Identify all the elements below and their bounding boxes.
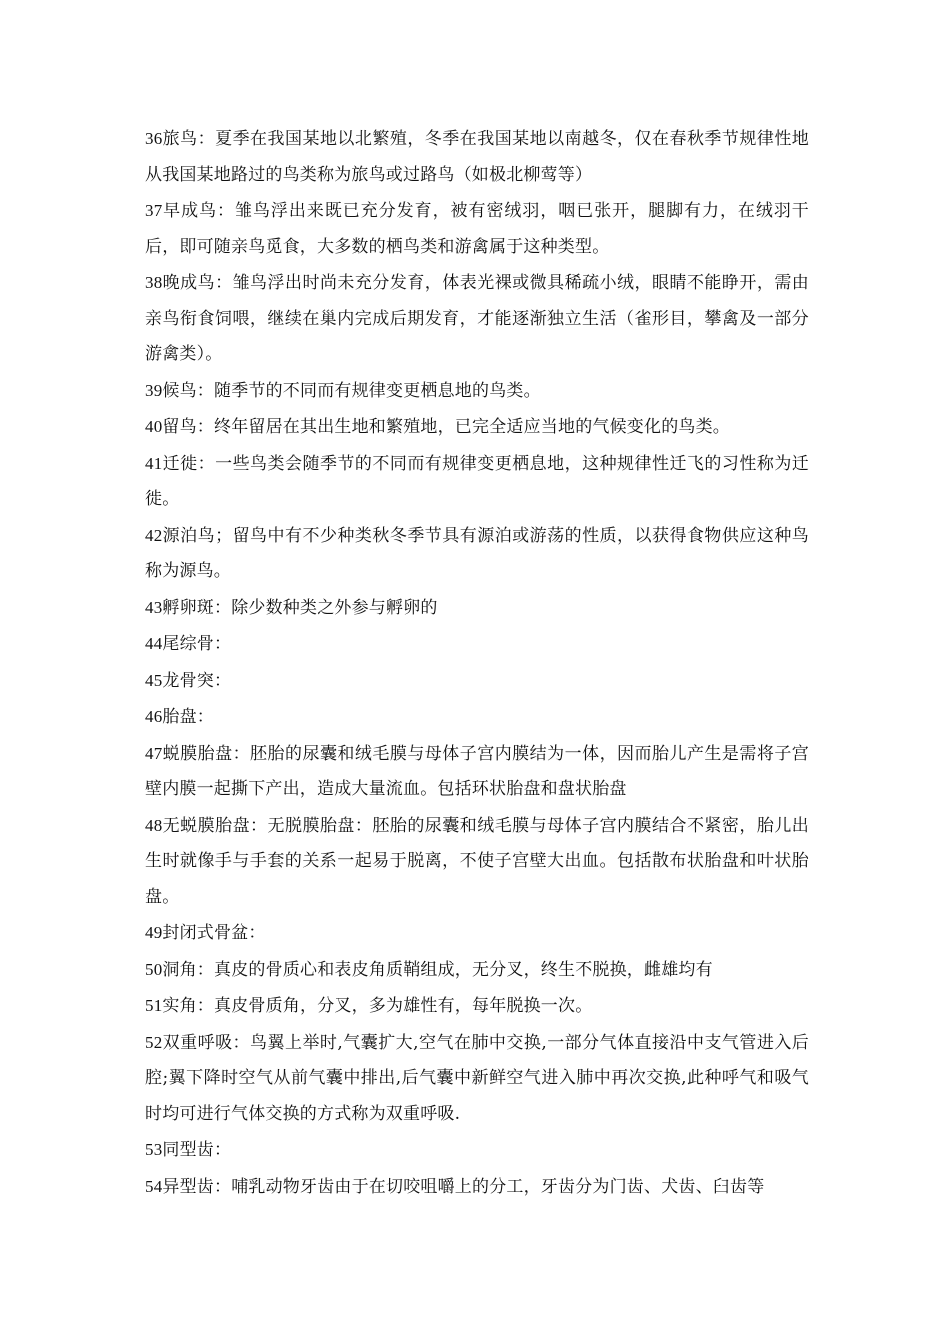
entry-number: 46 — [145, 707, 163, 726]
entry-number: 50 — [145, 959, 163, 979]
entry-number: 40 — [145, 417, 163, 436]
entry-text: 实角：真皮骨质角，分叉，多为雄性有，每年脱换一次。 — [162, 996, 593, 1016]
entry-43 — [145, 590, 809, 627]
entry-number: 42 — [145, 525, 163, 545]
entry-36 — [145, 121, 809, 193]
entry-52 — [145, 1025, 809, 1133]
entry-text: 晚成鸟：雏鸟浮出时尚未充分发育，体表光裸或微具稀疏小绒，眼睛不能睁开，需由亲鸟衔食饲喂，继续在巢内完成后期发育，才能逐渐独立生活（雀形目，攀禽及一部分游禽类）。 — [145, 273, 809, 364]
entry-number: 54 — [145, 1176, 163, 1196]
document-body — [145, 121, 809, 1205]
entry-text: 龙骨突： — [162, 670, 232, 691]
entry-text: 同型齿： — [162, 1140, 232, 1160]
entry-text: 胎盘： — [162, 707, 215, 727]
entry-38 — [145, 265, 809, 373]
entry-45 — [145, 663, 809, 700]
entry-40 — [145, 409, 809, 446]
entry-53 — [145, 1132, 809, 1169]
entry-text: 双重呼吸：鸟翼上举时,气囊扩大,空气在肺中交换,一部分气体直接沿中支气管进入后腔;翼下降时空气从前气囊中排出,后气囊中新鲜空气进入肺中再次交换,此种呼气和吸气时均可进行气体交换的方式称为双重呼吸. — [145, 1032, 809, 1124]
entry-text: 封闭式骨盆： — [162, 923, 266, 943]
entry-text: 旅鸟：夏季在我国某地以北繁殖，冬季在我国某地以南越冬，仅在春秋季节规律性地从我国某地路过的鸟类称为旅鸟或过路鸟（如极北柳莺等） — [145, 129, 809, 185]
entry-37 — [145, 193, 809, 265]
entry-number: 39 — [145, 380, 163, 400]
entry-text: 迁徙：一些鸟类会随季节的不同而有规律变更栖息地，这种规律性迁飞的习性称为迁徙。 — [145, 453, 809, 509]
entry-text: 异型齿：哺乳动物牙齿由于在切咬咀嚼上的分工，牙齿分为门齿、犬齿、臼齿等 — [162, 1176, 765, 1197]
entry-text: 留鸟：终年留居在其出生地和繁殖地，已完全适应当地的气候变化的鸟类。 — [162, 417, 731, 437]
entry-39 — [145, 373, 809, 410]
entry-number: 44 — [145, 634, 163, 653]
entry-text: 蜕膜胎盘：胚胎的尿囊和绒毛膜与母体子宫内膜结为一体，因而胎儿产生是需将子宫壁内膜一起撕下产出，造成大量流血。包括环状胎盘和盘状胎盘 — [145, 743, 809, 799]
entry-number: 47 — [145, 743, 163, 763]
entry-number: 38 — [145, 273, 163, 292]
entry-number: 45 — [145, 670, 163, 690]
entry-number: 52 — [145, 1032, 163, 1052]
entry-41 — [145, 446, 809, 518]
entry-number: 41 — [145, 453, 163, 473]
entry-54 — [145, 1169, 809, 1206]
entry-text: 源泊鸟；留鸟中有不少种类秋冬季节具有源泊或游荡的性质，以获得食物供应这种鸟称为源鸟。 — [145, 525, 809, 581]
entry-48 — [145, 808, 809, 916]
entry-46 — [145, 699, 809, 736]
entry-47 — [145, 736, 809, 808]
entry-number: 51 — [145, 996, 163, 1015]
entry-text: 洞角：真皮的骨质心和表皮角质鞘组成，无分叉，终生不脱换，雌雄均有 — [162, 959, 713, 980]
entry-number: 37 — [145, 201, 163, 220]
entry-text: 尾综骨： — [162, 634, 232, 654]
entry-42 — [145, 518, 809, 590]
entry-text: 无蜕膜胎盘：无脱膜胎盘：胚胎的尿囊和绒毛膜与母体子宫内膜结合不紧密，胎儿出生时就像手与手套的关系一起易于脱离，不使子宫壁大出血。包括散布状胎盘和叶状胎盘。 — [145, 815, 809, 907]
entry-number: 43 — [145, 597, 163, 617]
entry-44 — [145, 626, 809, 663]
entry-number: 49 — [145, 923, 163, 942]
entry-number: 36 — [145, 129, 163, 148]
entry-49 — [145, 915, 809, 952]
entry-number: 53 — [145, 1140, 163, 1159]
entry-text: 孵卵斑：除少数种类之外参与孵卵的 — [162, 597, 438, 618]
entry-text: 候鸟：随季节的不同而有规律变更栖息地的鸟类。 — [162, 380, 541, 401]
entry-50 — [145, 952, 809, 989]
entry-number: 48 — [145, 815, 163, 835]
entry-51 — [145, 988, 809, 1025]
entry-text: 早成鸟：雏鸟浮出来既已充分发育，被有密绒羽，咽已张开，腿脚有力，在绒羽干后，即可随亲鸟觅食，大多数的栖鸟类和游禽属于这种类型。 — [145, 201, 809, 257]
